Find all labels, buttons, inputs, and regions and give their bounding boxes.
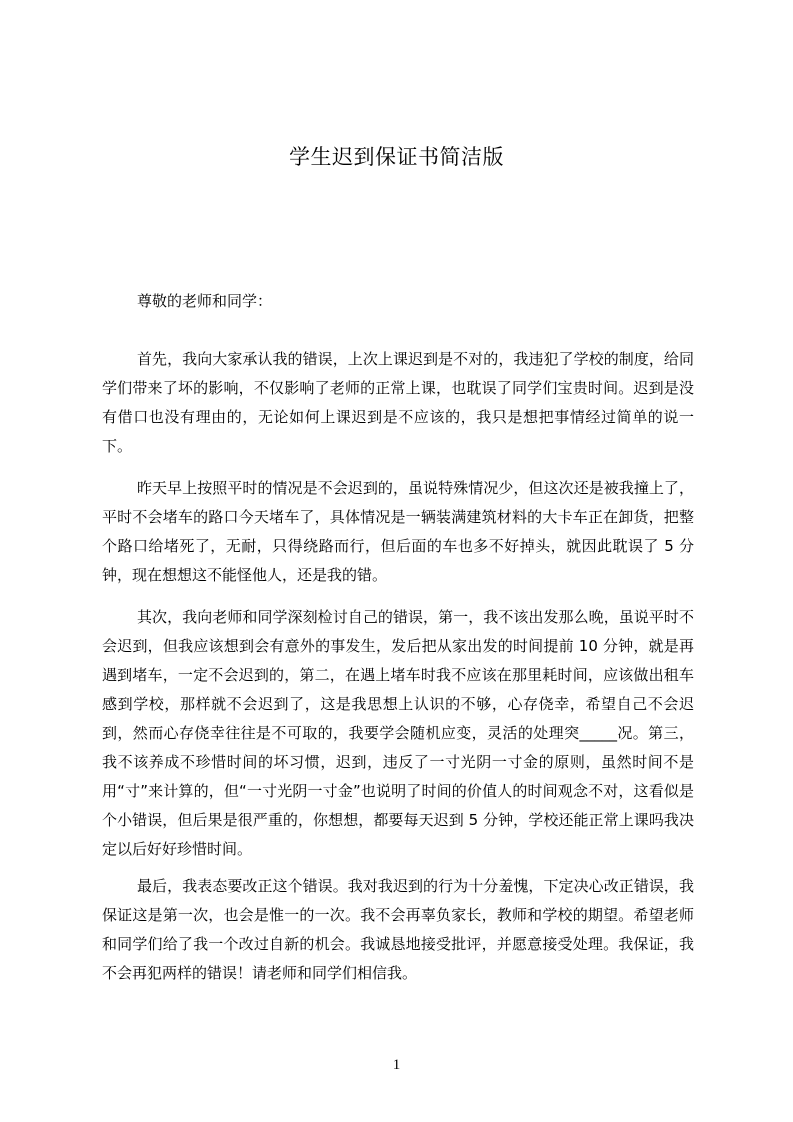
paragraph-4-block [102,872,694,988]
page-title: 学生迟到保证书简洁版 [289,145,504,169]
paragraph-3-block [102,603,694,864]
paragraph-1-block [102,345,694,461]
paragraph-2-block [102,474,694,590]
salutation: 尊敬的老师和同学： [137,292,273,310]
paragraph-2: 昨天早上按照平时的情况是不会迟到的，虽说特殊情况少，但这次还是被我撞上了，平时不会堵车的路口今天堵车了，具体情况是一辆装满建筑材料的大卡车正在卸货，把整个路口给堵死了，无耐，只得绕路而行，但后面的车也多不好掉头，就因此耽误了 5 分钟，现在想想这不能怪他人，还是我的错。 [102,479,694,584]
page-number: 1 [392,1057,401,1073]
paragraph-4: 最后，我表态要改正这个错误。我对我迟到的行为十分羞愧，下定决心改正错误，我保证这是第一次，也会是惟一的一次。我不会再辜负家长，教师和学校的期望。希望老师和同学们给了我一个改过自新的机会。我诚恳地接受批评，并愿意接受处理。我保证，我不会再犯两样的错误！请老师和同学们相信我。 [102,877,694,982]
paragraph-1: 首先，我向大家承认我的错误，上次上课迟到是不对的，我违犯了学校的制度，给同学们带来了坏的影响，不仅影响了老师的正常上课，也耽误了同学们宝贵时间。迟到是没有借口也没有理由的，无论如何上课迟到是不应该的，我只是想把事情经过简单的说一下。 [102,350,694,455]
paragraph-3: 其次，我向老师和同学深刻检讨自己的错误，第一，我不该出发那么晚，虽说平时不会迟到，但我应该想到会有意外的事发生，发后把从家出发的时间提前 10 分钟，就是再遇到堵车，一定不会迟到的，第二，在遇上堵车时我不应该在那里耗时间，应该做出租车感到学校，那样就不会迟到了，这是我思想上认识的不够，心存侥幸，希望自己不会迟到，然而心存侥幸往往是不可取的，我要学会随机应变，灵活的处理突_____况。第三，我不该养成不珍惜时间的坏习惯，迟到，违反了一寸光阴一寸金的原则，虽然时间不是用“寸”来计算的，但“一寸光阴一寸金”也说明了时间的价值人的时间观念不对，这看似是个小错误，但后果是很严重的，你想想，都要每天迟到 5 分钟，学校还能正常上课吗我决定以后好好珍惜时间。 [102,608,694,858]
